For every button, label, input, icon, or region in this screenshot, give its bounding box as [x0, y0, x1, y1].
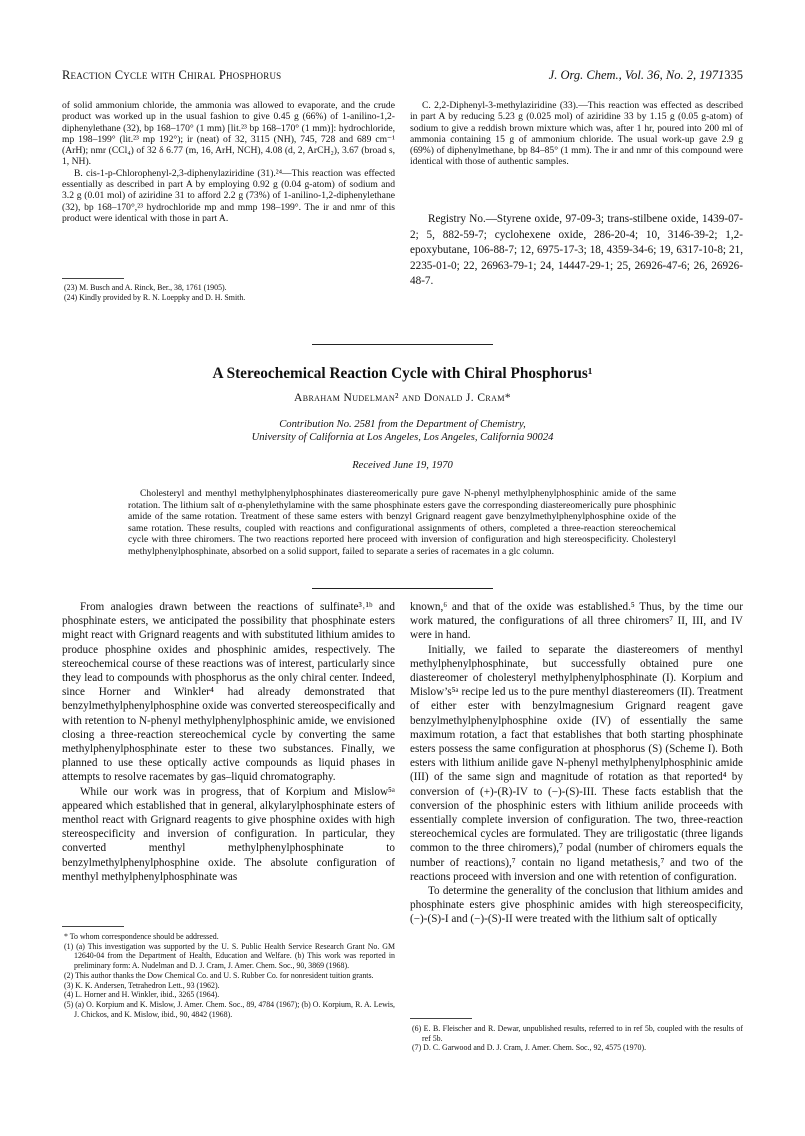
prev-paragraph: of solid ammonium chloride, the ammonia was allowed to evaporate, and the crude product was worked up in the usual fashion to give 0.45 g (66%) of 1-anilino-1,2-diphenylethane (32), bp 168–170° (1 mm) [lit.²³ bp 168–170° (1 mm)]: hydrochloride, mp 198–199° (lit.²³ mp 192°); ir (neat) of 32, 3115 (NH), 745, 728 and 689 cm⁻¹ (ArH); nmr (CCl₄) of 32 δ 6.77 (m, 16, ArH, NCH), 4.08 (d, 2, ArCH₂), 3.67 (broad s, 1, NH). — [62, 100, 395, 168]
article-title: A Stereochemical Reaction Cycle with Chiral Phosphorus¹ — [212, 365, 593, 382]
body-paragraph: To determine the generality of the conclusion that lithium amides and phosphinate esters give phosphinic amides with high stereospecificity, (−)-(S)-I and (−)-(S)-II were treated with the lithium salt of optically — [410, 885, 743, 926]
article-authors: Abraham Nudelman² and Donald J. Cram* — [294, 392, 511, 404]
footnote-rule — [62, 278, 124, 279]
body-paragraph: From analogies drawn between the reactions of sulfinate³˒¹ᵇ and phosphinate esters, we anticipated the possibility that phosphinate esters might react with Grignard reagents and with substituted lithium amides to produce phosphine oxides and phosphinic amides, respectively. The stereochemical course of these reactions was of interest, particularly since they lead to compounds with phosphorus as the only chiral center. Indeed, since Horner and Winkler⁴ had already demonstrated that benzylmethylphenylphosphine oxide was converted stereospecifically and with retention to N-phenyl methylphenylphosphinic amide, we envisioned closing a three-reaction stereochemical cycle by converting the same methylphenylphosphinate ester to these two substances. Finally, we planned to use these optically active compounds as liquid phases in attempts to resolve racemates by gas–liquid chromatography. — [62, 601, 395, 784]
footnote: (1) (a) This investigation was supported by the U. S. Public Health Service Research Grant No. GM 12640-04 from the Department of Health, Education and Welfare. (b) This work was reported in preliminary form: A. Nudelman and D. J. Cram, J. Amer. Chem. Soc., 90, 3869 (1968). — [64, 941, 395, 971]
body-left-footnotes — [62, 932, 395, 1019]
journal-citation: J. Org. Chem., Vol. 36, No. 2, 1971 — [548, 68, 725, 82]
article-affiliation — [0, 418, 805, 444]
running-head-title: Reaction Cycle with Chiral Phosphorus — [62, 68, 282, 82]
footnote: (4) L. Horner and H. Winkler, ibid., 3265 (1964). — [64, 990, 220, 1000]
prev-paragraph: B. cis-1-p-Chlorophenyl-2,3-diphenylaziridine (31).²⁴—This reaction was effected essentially as described in part A by employing 0.92 g (0.04 g-atom) of sodium and 3.2 g (0.01 mol) of aziridine 31 to afford 2.2 g (73%) of 1-anilino-1,2-diphenylethane (32), bp 168–170°,²³ hydrochloride mp and mmp 198–199°. The ir and nmr of this product were identical with those in part A. — [62, 167, 395, 224]
prev-paragraph: C. 2,2-Diphenyl-3-methylaziridine (33).—This reaction was effected as described in part A by reducing 5.23 g (0.025 mol) of aziridine 33 by 1.15 g (0.05 g-atom) of sodium to give a reddish brown mixture which was, after 1 hr, poured into 200 ml of ammonia containing 15 g of ammonium chloride. The usual work-up gave 2.9 g (69%) of diphenylmethane, bp 84–85° (1 mm). The ir and nmr of this compound were identical with those of authentic samples. — [410, 100, 743, 168]
footnote: (3) K. K. Andersen, Tetrahedron Lett., 93 (1962). — [64, 980, 220, 990]
prev-article-footnotes — [62, 283, 395, 302]
body-paragraph: While our work was in progress, that of Korpium and Mislow⁵ᵃ appeared which established that in general, alkylarylphosphinate esters of menthol react with Grignard reagents to give phosphine oxides with high stereospecificity and inversion of configuration. In particular, they converted menthyl methylphenylphosphinate to benzylmethylphenylphosphine oxide. The absolute configuration of menthyl methylphenylphosphinate was — [62, 785, 395, 883]
body-left-column — [62, 600, 395, 884]
body-right-footnotes — [410, 1024, 743, 1053]
body-paragraph: known,⁶ and that of the oxide was established.⁵ Thus, by the time our work matured, the configurations of all three chiromers⁷ II, III, and IV were in hand. — [410, 601, 743, 642]
footnote: (7) D. C. Garwood and D. J. Cram, J. Amer. Chem. Soc., 92, 4575 (1970). — [412, 1043, 647, 1053]
body-paragraph: Initially, we failed to separate the diastereomers of menthyl methylphenylphosphinate, but successfully obtained pure one diastereomer of cholesteryl methylphenylphosphinate (I). Korpium and Mislow’s⁵ᵃ recipe led us to the pure menthyl diastereomers (II). Treatment of either ester with benzylmagnesium Grignard reagent gave benzylmethylphenylphosphine oxide (IV) of essentially the same maximum rotation, a fact that establishes that both starting phosphinate esters possess the same configuration at phosphorus (S) (Scheme I). Both esters with lithium anilide gave N-phenyl methylphenylphosphinic amide (III) of the same sign and magnitude of rotation as that reported⁴ by conversion of (+)-(R)-IV to (−)-(S)-III. These facts establish that the conversion of the phosphinic esters with lithium anilide proceeds with essentially complete inversion of configuration. The two, three-reaction stereochemical cycles are formulated. They are triligostatic (three ligands common to the three chiromers),⁷ podal (number of chiromers equals the number of reactions),⁷ contain no ligand metathesis,⁷ and two of the reactions proceed with inversion and one with retention of configuration. — [410, 643, 743, 883]
running-head — [62, 68, 743, 83]
footnote: (5) (a) O. Korpium and K. Mislow, J. Amer. Chem. Soc., 89, 4784 (1967); (b) O. Korpium, R. A. Lewis, J. Chickos, and K. Mislow, ibid., 90, 4842 (1968). — [64, 999, 395, 1019]
footnote: (24) Kindly provided by R. N. Loeppky and D. H. Smith. — [64, 292, 246, 302]
body-right-column — [410, 600, 743, 927]
footnote: * To whom correspondence should be addressed. — [64, 932, 219, 941]
footnote-rule — [410, 1018, 472, 1019]
footnote-rule — [62, 926, 124, 927]
footnote: (2) This author thanks the Dow Chemical Co. and U. S. Rubber Co. for nonresident tuition grants. — [64, 970, 374, 980]
registry-numbers: Registry No.—Styrene oxide, 97-09-3; trans-stilbene oxide, 1439-07-2; 5, 882-59-7; cyclohexene oxide, 286-20-4; 10, 3146-39-2; 1,2-epoxybutane, 106-88-7; 12, 6975-17-3; 18, 4359-34-6; 19, 6317-10-8; 21, 2235-01-0; 22, 26963-79-1; 24, 14447-29-1; 25, 26926-47-6; 26, 26926-48-7. — [410, 213, 743, 288]
abstract-separator-rule — [312, 588, 493, 589]
abstract — [128, 488, 676, 558]
footnote: (23) M. Busch and A. Rinck, Ber., 38, 1761 (1905). — [64, 283, 227, 292]
registry-block — [410, 212, 743, 290]
page-number: 335 — [724, 68, 743, 82]
prev-article-right-column — [410, 100, 743, 168]
prev-article-left-column — [62, 100, 395, 224]
footnote: (6) E. B. Fleischer and R. Dewar, unpublished results, referred to in ref 5b, coupled with the results of ref 5b. — [412, 1024, 743, 1043]
affiliation-line: Contribution No. 2581 from the Department of Chemistry, — [279, 419, 526, 430]
running-head-right — [549, 68, 743, 83]
abstract-text: Cholesteryl and menthyl methylphenylphosphinates diastereomerically pure gave N-phenyl methylphenylphosphinic amide of the same rotation. The lithium salt of α-phenylethylamine with the same phosphinate esters gave the corresponding diastereomerically pure phosphinic amide of the same rotation. Treatment of these same esters with benzyl Grignard reagent gave benzylmethylphenylphosphine oxide of the same rotation. These results, coupled with reactions and configurational assignments of others, completed a three-reaction stereochemical cycle with three chiromers. The two reactions reported here proceed with inversion of configuration and high stereospecificity. Cholesteryl methylphenylphosphinate, absorbed on a solid support, failed to separate a series of racemates in a glc column. — [128, 488, 676, 557]
affiliation-line: University of California at Los Angeles, Los Angeles, California 90024 — [251, 432, 554, 443]
received-date: Received June 19, 1970 — [352, 460, 453, 471]
article-separator-rule — [312, 344, 493, 345]
